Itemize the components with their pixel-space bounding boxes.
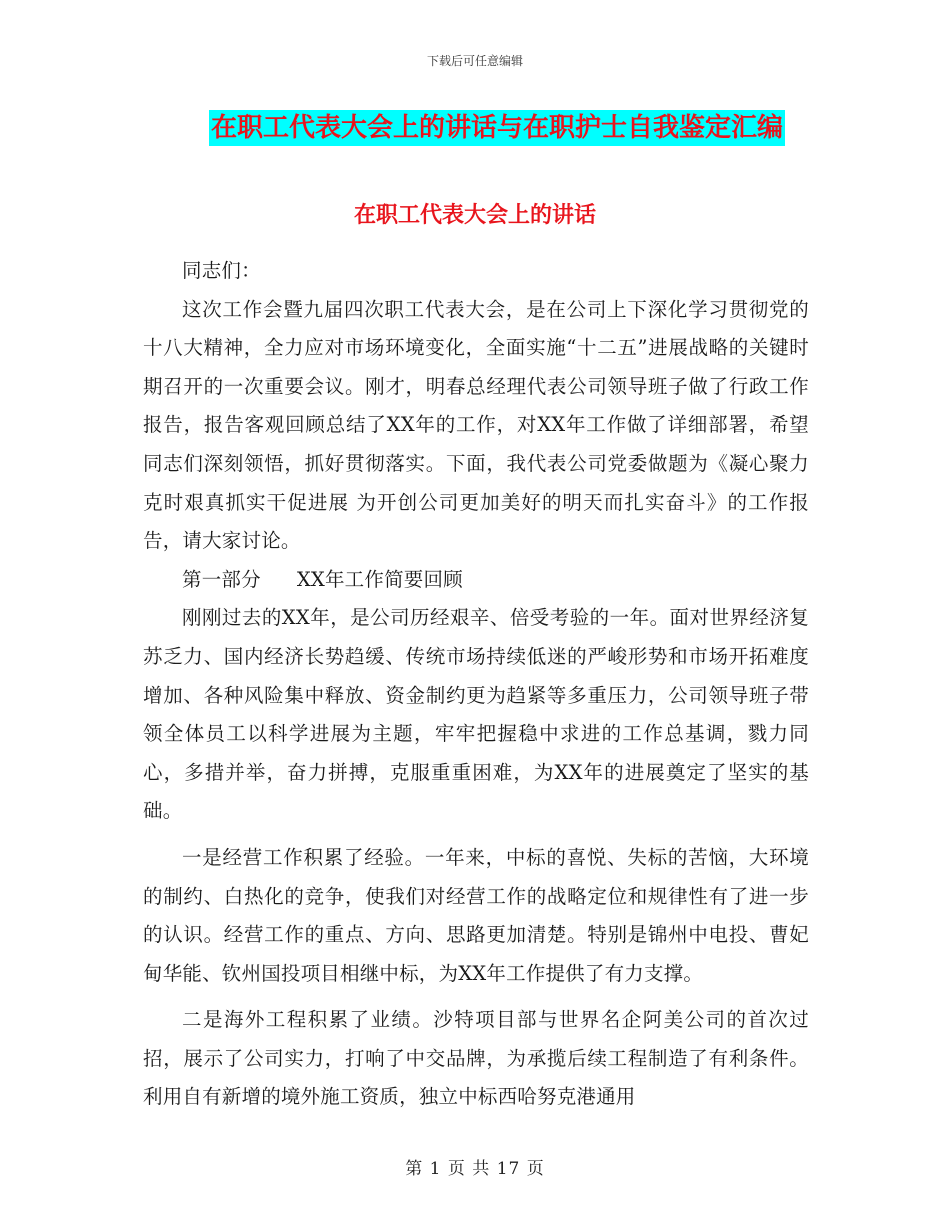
main-title: 在职工代表大会上的讲话与在职护士自我鉴定汇编 [209,110,785,146]
section-part: 第一部分 [182,567,261,591]
paragraph-1: 这次工作会暨九届四次职工代表大会，是在公司上下深化学习贯彻党的十八大精神，全力应对市场环境变化，全面实施“十二五”进展战略的关键时期召开的一次重要会议。刚才，明春总经理代表公司领导班子做了行政工作报告，报告客观回顾总结了XX年的工作，对XX年工作做了详细部署，希望同志们深刻领悟，抓好贯彻落实。下面，我代表公司党委做题为《凝心聚力克时艰真抓实干促进展 为开创公司更加美好的明天而扎实奋斗》的工作报告，请大家讨论。 [143,297,809,553]
document-body [143,252,809,1117]
main-title-wrap [0,110,950,146]
header-note: 下载后可任意编辑 [426,54,523,68]
paragraph-2: 刚刚过去的XX年，是公司历经艰辛、倍受考验的一年。面对世界经济复苏乏力、国内经济长势趋缓、传统市场持续低迷的严峻形势和市场开拓难度增加、各种风险集中释放、资金制约更为趋紧等多重压力，公司领导班子带领全体员工以科学进展为主题，牢牢把握稳中求进的工作总基调，戮力同心，多措并举，奋力拼搏，克服重重困难，为XX年的进展奠定了坚实的基础。 [143,606,809,823]
paragraph-3: 一是经营工作积累了经验。一年来，中标的喜悦、失标的苦恼，大环境的制约、白热化的竞争，使我们对经营工作的战略定位和规律性有了进一步的认识。经营工作的重点、方向、思路更加清楚。特别是锦州中电投、曹妃甸华能、钦州国投项目相继中标，为XX年工作提供了有力支撑。 [143,845,809,985]
section-heading [143,561,809,600]
sub-title: 在职工代表大会上的讲话 [353,203,596,228]
page-footer: 第 1 页 共 17 页 [405,1159,545,1179]
greeting: 同志们： [182,259,261,282]
paragraph-4: 二是海外工程积累了业绩。沙特项目部与世界名企阿美公司的首次过招，展示了公司实力，打响了中交品牌，为承揽后续工程制造了有利条件。利用自有新增的境外施工资质，独立中标西哈努克港通用 [143,1008,809,1109]
section-title: XX年工作简要回顾 [296,567,463,591]
